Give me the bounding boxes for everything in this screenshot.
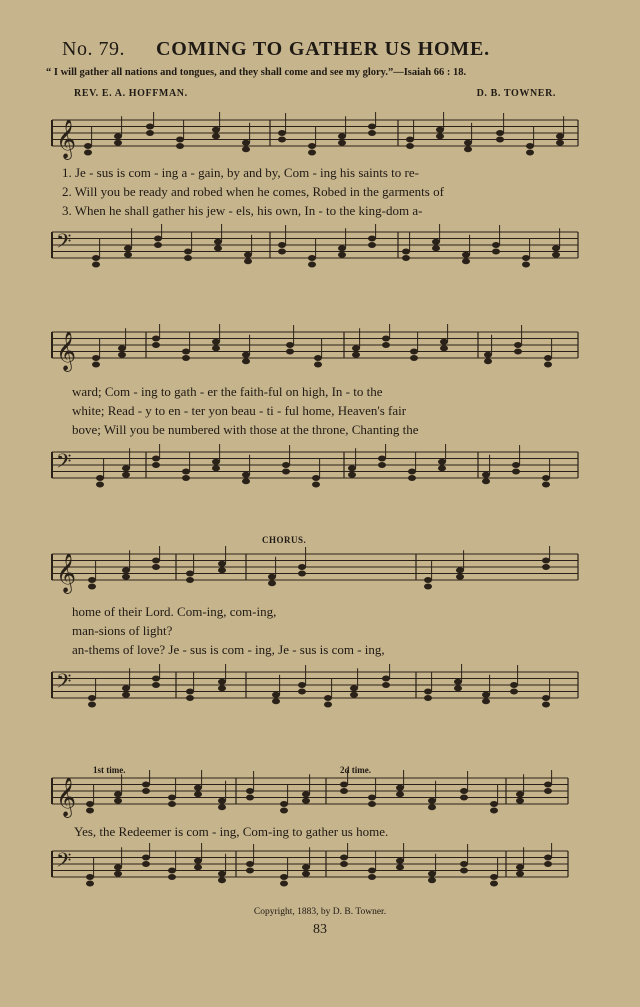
note-head xyxy=(168,868,176,874)
note-head xyxy=(88,702,96,708)
note-head xyxy=(482,698,490,704)
note-head xyxy=(544,362,552,368)
note-head xyxy=(460,788,468,794)
note-head xyxy=(410,349,418,355)
note-head xyxy=(242,358,250,364)
note-head xyxy=(184,255,192,261)
note-head xyxy=(522,262,530,268)
note-head xyxy=(428,804,436,810)
note-head xyxy=(182,349,190,355)
note-head xyxy=(338,245,346,251)
note-head xyxy=(272,692,280,698)
note-head xyxy=(280,801,288,807)
note-head xyxy=(96,475,104,481)
note-head xyxy=(482,478,490,484)
note-head xyxy=(378,462,386,468)
note-head xyxy=(154,242,162,248)
copyright-line: Copyright, 1883, by D. B. Towner. xyxy=(253,907,387,917)
note-head xyxy=(88,577,96,583)
note-head xyxy=(114,798,122,804)
note-head xyxy=(168,874,176,880)
note-head xyxy=(544,355,552,361)
note-head xyxy=(350,692,358,698)
note-head xyxy=(212,133,220,139)
note-head xyxy=(302,791,310,797)
note-head xyxy=(490,801,498,807)
note-head xyxy=(542,558,550,564)
note-head xyxy=(402,249,410,255)
note-head xyxy=(246,788,254,794)
note-head xyxy=(432,245,440,251)
note-head xyxy=(424,689,432,695)
note-head xyxy=(176,143,184,149)
hymn-header xyxy=(62,38,602,68)
note-head xyxy=(218,798,226,804)
note-head xyxy=(462,258,470,264)
note-head xyxy=(298,564,306,570)
system-2-verse-3: bove; Will you be numbered with those at the throne, Chanting the xyxy=(72,422,419,437)
note-head xyxy=(308,143,316,149)
note-head xyxy=(186,577,194,583)
note-head xyxy=(312,475,320,481)
note-head xyxy=(340,782,348,788)
note-head xyxy=(152,558,160,564)
note-head xyxy=(314,355,322,361)
system-2-verse-1: ward; Com - ing to gath - er the faith-ful on high, In - to the xyxy=(72,384,383,399)
note-head xyxy=(552,252,560,258)
note-head xyxy=(212,459,220,465)
note-head xyxy=(352,345,360,351)
note-head xyxy=(182,355,190,361)
note-head xyxy=(440,339,448,345)
note-head xyxy=(142,782,150,788)
note-head xyxy=(186,695,194,701)
system-1-verse-2: 2. Will you be ready and robed when he comes, Robed in the garments of xyxy=(62,184,444,199)
note-head xyxy=(542,702,550,708)
note-head xyxy=(92,262,100,268)
note-head xyxy=(526,143,534,149)
note-head xyxy=(242,472,250,478)
note-head xyxy=(86,881,94,887)
bass-clef-icon: 𝄢 xyxy=(56,449,72,478)
note-head xyxy=(142,861,150,867)
bass-clef-icon: 𝄢 xyxy=(56,848,72,877)
note-head xyxy=(456,574,464,580)
system-3-treble-staff xyxy=(0,546,640,606)
bass-clef-icon: 𝄢 xyxy=(56,229,72,258)
note-head xyxy=(424,584,432,590)
note-head xyxy=(544,855,552,861)
note-head xyxy=(324,702,332,708)
note-head xyxy=(298,571,306,577)
note-head xyxy=(492,249,500,255)
note-head xyxy=(348,472,356,478)
note-head xyxy=(122,685,130,691)
note-head xyxy=(114,791,122,797)
note-head xyxy=(282,469,290,475)
note-head xyxy=(382,682,390,688)
note-head xyxy=(544,782,552,788)
note-head xyxy=(280,881,288,887)
note-head xyxy=(514,349,522,355)
note-head xyxy=(182,469,190,475)
system-2-treble-staff xyxy=(0,324,640,384)
note-head xyxy=(152,564,160,570)
note-head xyxy=(496,137,504,143)
note-head xyxy=(312,482,320,488)
note-head xyxy=(324,695,332,701)
note-head xyxy=(218,567,226,573)
note-head xyxy=(396,785,404,791)
note-head xyxy=(114,140,122,146)
note-head xyxy=(338,252,346,258)
note-head xyxy=(152,676,160,682)
note-head xyxy=(218,871,226,877)
note-head xyxy=(542,482,550,488)
system-1-verse-3: 3. When he shall gather his jew - els, his own, In - to the king-dom a- xyxy=(62,203,423,218)
note-head xyxy=(86,801,94,807)
note-head xyxy=(212,127,220,133)
note-head xyxy=(368,236,376,242)
note-head xyxy=(218,679,226,685)
note-head xyxy=(154,236,162,242)
note-head xyxy=(278,242,286,248)
note-head xyxy=(122,574,130,580)
note-head xyxy=(454,679,462,685)
note-head xyxy=(114,864,122,870)
system-3-line-1: home of their Lord. Com-ing, com-ing, xyxy=(72,604,277,619)
note-head xyxy=(314,362,322,368)
note-head xyxy=(464,146,472,152)
note-head xyxy=(146,124,154,130)
note-head xyxy=(278,130,286,136)
note-head xyxy=(368,801,376,807)
note-head xyxy=(460,795,468,801)
note-head xyxy=(462,252,470,258)
note-head xyxy=(168,801,176,807)
lyricist: REV. E. A. HOFFMAN. xyxy=(74,88,188,99)
note-head xyxy=(218,877,226,883)
note-head xyxy=(484,352,492,358)
note-head xyxy=(184,249,192,255)
treble-clef-icon: 𝄞 xyxy=(56,119,77,159)
note-head xyxy=(368,130,376,136)
treble-clef-icon: 𝄞 xyxy=(56,553,77,593)
note-head xyxy=(424,695,432,701)
note-head xyxy=(186,689,194,695)
chorus-label: CHORUS. xyxy=(262,535,307,545)
note-head xyxy=(382,336,390,342)
note-head xyxy=(428,871,436,877)
note-head xyxy=(516,798,524,804)
note-head xyxy=(440,345,448,351)
note-head xyxy=(496,130,504,136)
note-head xyxy=(242,352,250,358)
note-head xyxy=(510,682,518,688)
note-head xyxy=(242,146,250,152)
note-head xyxy=(402,255,410,261)
system-2-verse-2: white; Read - y to en - ter yon beau - ti - ful home, Heaven's fair xyxy=(72,403,407,418)
composer: D. B. TOWNER. xyxy=(476,88,556,99)
note-head xyxy=(242,478,250,484)
note-head xyxy=(368,242,376,248)
note-head xyxy=(152,682,160,688)
note-head xyxy=(410,355,418,361)
note-head xyxy=(152,462,160,468)
note-head xyxy=(542,695,550,701)
note-head xyxy=(424,577,432,583)
note-head xyxy=(340,861,348,867)
note-head xyxy=(86,808,94,814)
second-ending-label: 2d time. xyxy=(340,765,371,775)
note-head xyxy=(168,795,176,801)
note-head xyxy=(406,137,414,143)
note-head xyxy=(242,140,250,146)
note-head xyxy=(218,804,226,810)
note-head xyxy=(350,685,358,691)
note-head xyxy=(298,689,306,695)
system-1-verse-1: 1. Je - sus is com - ing a - gain, by and by, Com - ing his saints to re- xyxy=(62,165,419,180)
note-head xyxy=(298,682,306,688)
note-head xyxy=(338,133,346,139)
note-head xyxy=(286,342,294,348)
note-head xyxy=(522,255,530,261)
note-head xyxy=(114,871,122,877)
note-head xyxy=(556,133,564,139)
note-head xyxy=(92,362,100,368)
note-head xyxy=(438,465,446,471)
note-head xyxy=(352,352,360,358)
note-head xyxy=(396,791,404,797)
note-head xyxy=(268,574,276,580)
note-head xyxy=(510,689,518,695)
note-head xyxy=(428,798,436,804)
note-head xyxy=(286,349,294,355)
note-head xyxy=(368,124,376,130)
note-head xyxy=(490,881,498,887)
note-head xyxy=(408,475,416,481)
note-head xyxy=(382,342,390,348)
hymn-number: No. 79. xyxy=(62,38,125,60)
note-head xyxy=(490,808,498,814)
first-ending-label: 1st time. xyxy=(93,765,126,775)
note-head xyxy=(176,137,184,143)
system-3-bass-staff xyxy=(0,664,640,724)
note-head xyxy=(122,692,130,698)
system-2-bass-staff xyxy=(0,444,640,504)
note-head xyxy=(368,795,376,801)
note-head xyxy=(118,352,126,358)
note-head xyxy=(308,262,316,268)
note-head xyxy=(516,871,524,877)
note-head xyxy=(490,874,498,880)
note-head xyxy=(118,345,126,351)
note-head xyxy=(122,472,130,478)
note-head xyxy=(124,252,132,258)
note-head xyxy=(244,252,252,258)
note-head xyxy=(152,336,160,342)
note-head xyxy=(244,258,252,264)
system-4-line-1: Yes, the Redeemer is com - ing, Com-ing to gather us home. xyxy=(74,824,389,839)
note-head xyxy=(214,245,222,251)
note-head xyxy=(368,874,376,880)
note-head xyxy=(526,150,534,156)
note-head xyxy=(436,127,444,133)
note-head xyxy=(432,239,440,245)
note-head xyxy=(396,858,404,864)
note-head xyxy=(340,788,348,794)
note-head xyxy=(464,140,472,146)
system-3-line-2: man-sions of light? xyxy=(72,623,173,638)
note-head xyxy=(368,868,376,874)
system-1-bass-staff xyxy=(0,224,640,284)
hymn-title: COMING TO GATHER US HOME. xyxy=(156,38,490,60)
note-head xyxy=(308,255,316,261)
note-head xyxy=(142,855,150,861)
note-head xyxy=(214,239,222,245)
note-head xyxy=(482,692,490,698)
note-head xyxy=(278,137,286,143)
note-head xyxy=(542,564,550,570)
note-head xyxy=(408,469,416,475)
note-head xyxy=(516,864,524,870)
note-head xyxy=(114,133,122,139)
note-head xyxy=(516,791,524,797)
note-head xyxy=(438,459,446,465)
note-head xyxy=(186,571,194,577)
note-head xyxy=(282,462,290,468)
note-head xyxy=(212,465,220,471)
note-head xyxy=(96,482,104,488)
note-head xyxy=(308,150,316,156)
note-head xyxy=(436,133,444,139)
note-head xyxy=(218,685,226,691)
note-head xyxy=(552,245,560,251)
note-head xyxy=(182,475,190,481)
note-head xyxy=(124,245,132,251)
note-head xyxy=(556,140,564,146)
note-head xyxy=(396,864,404,870)
note-head xyxy=(512,462,520,468)
note-head xyxy=(428,877,436,883)
note-head xyxy=(492,242,500,248)
note-head xyxy=(194,785,202,791)
note-head xyxy=(340,855,348,861)
note-head xyxy=(544,861,552,867)
note-head xyxy=(246,795,254,801)
note-head xyxy=(268,580,276,586)
note-head xyxy=(246,868,254,874)
note-head xyxy=(194,858,202,864)
note-head xyxy=(302,798,310,804)
treble-clef-icon: 𝄞 xyxy=(56,777,77,817)
note-head xyxy=(122,567,130,573)
note-head xyxy=(460,868,468,874)
note-head xyxy=(456,567,464,573)
scripture-epigraph: “ I will gather all nations and tongues, and they shall come and see my glory.”—Isaiah 66 : 18. xyxy=(46,67,467,78)
note-head xyxy=(482,472,490,478)
page-number: 83 xyxy=(313,922,327,937)
note-head xyxy=(348,465,356,471)
system-3-line-3: an-thems of love? Je - sus is com - ing, Je - sus is com - ing, xyxy=(72,642,385,657)
note-head xyxy=(92,355,100,361)
note-head xyxy=(246,861,254,867)
system-1-treble-staff xyxy=(0,112,640,172)
note-head xyxy=(146,130,154,136)
treble-clef-icon: 𝄞 xyxy=(56,331,77,371)
note-head xyxy=(302,871,310,877)
note-head xyxy=(280,808,288,814)
note-head xyxy=(84,143,92,149)
note-head xyxy=(406,143,414,149)
note-head xyxy=(278,249,286,255)
note-head xyxy=(542,475,550,481)
note-head xyxy=(142,788,150,794)
note-head xyxy=(272,698,280,704)
note-head xyxy=(512,469,520,475)
note-head xyxy=(86,874,94,880)
note-head xyxy=(514,342,522,348)
bass-clef-icon: 𝄢 xyxy=(56,669,72,698)
note-head xyxy=(84,150,92,156)
note-head xyxy=(122,465,130,471)
note-head xyxy=(88,695,96,701)
note-head xyxy=(338,140,346,146)
note-head xyxy=(152,342,160,348)
note-head xyxy=(218,561,226,567)
note-head xyxy=(484,358,492,364)
note-head xyxy=(280,874,288,880)
note-head xyxy=(454,685,462,691)
note-head xyxy=(302,864,310,870)
note-head xyxy=(92,255,100,261)
note-head xyxy=(212,339,220,345)
note-head xyxy=(382,676,390,682)
note-head xyxy=(212,345,220,351)
note-head xyxy=(194,864,202,870)
note-head xyxy=(460,861,468,867)
note-head xyxy=(88,584,96,590)
system-4-treble-staff xyxy=(0,770,640,830)
system-4-bass-staff xyxy=(0,843,640,903)
note-head xyxy=(194,791,202,797)
note-head xyxy=(152,456,160,462)
note-head xyxy=(378,456,386,462)
note-head xyxy=(544,788,552,794)
